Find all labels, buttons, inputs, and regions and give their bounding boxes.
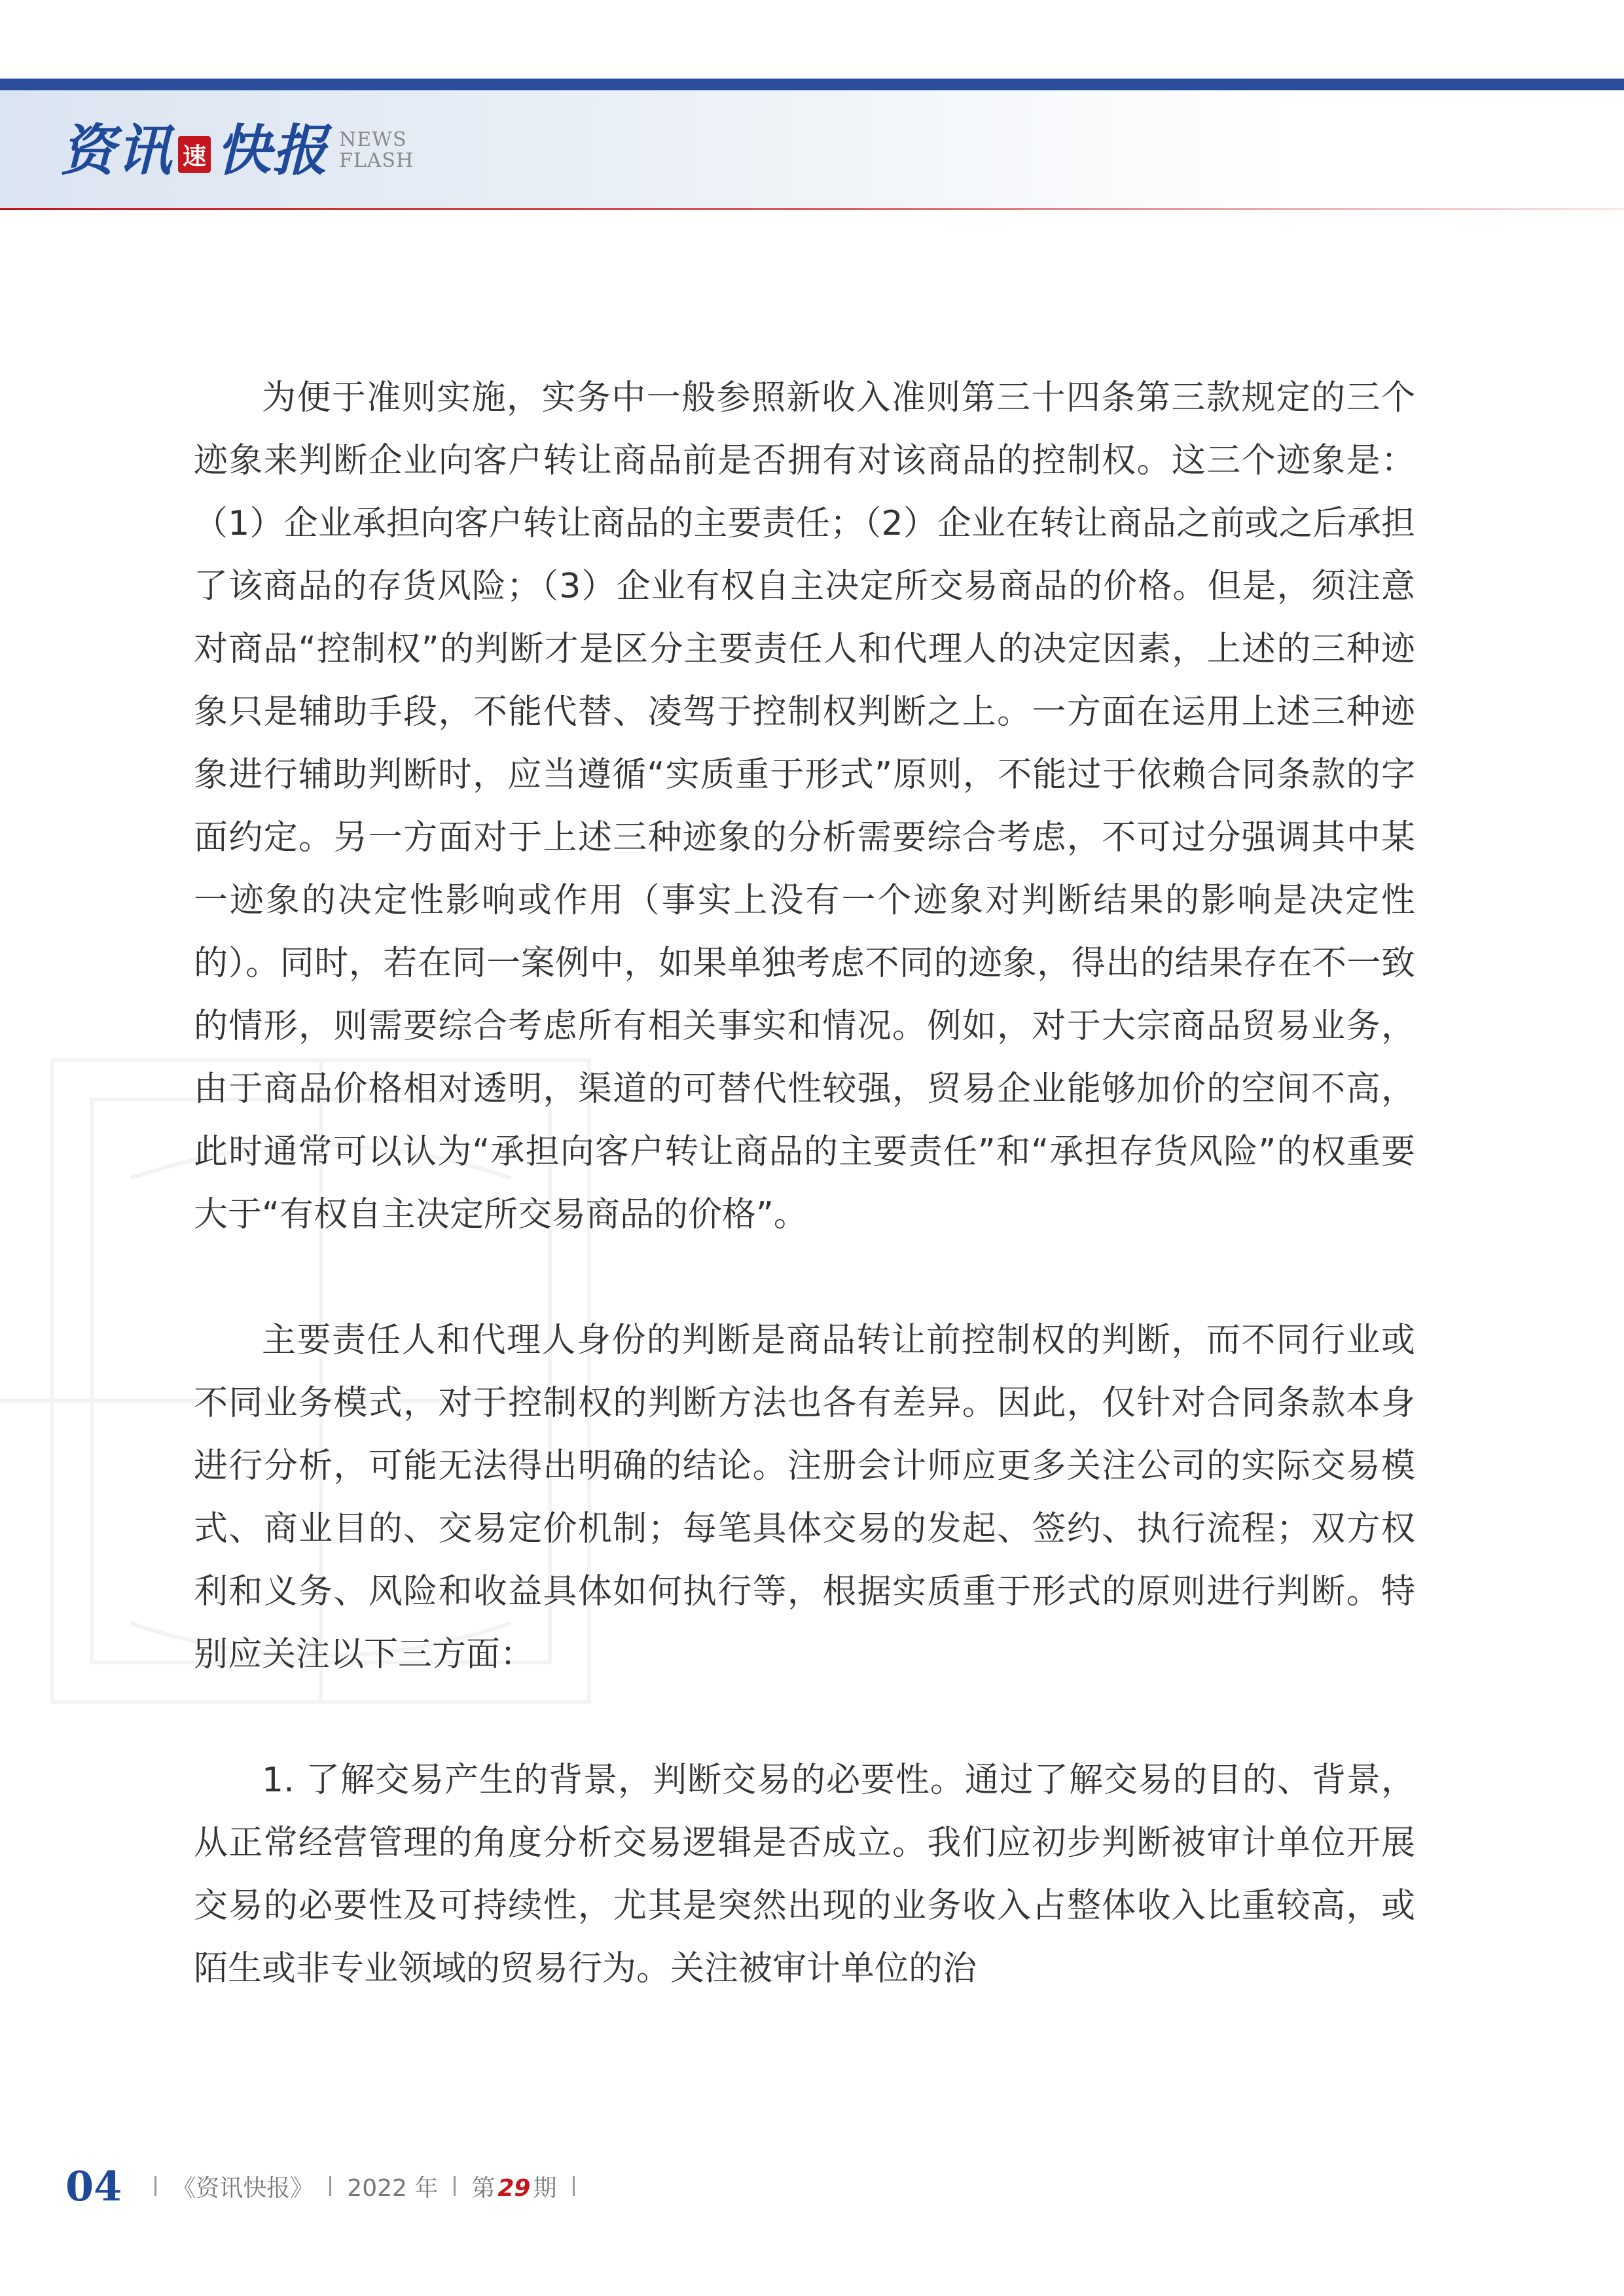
footer-issue-suffix: 期 bbox=[533, 2174, 557, 2202]
page-footer bbox=[65, 2160, 590, 2212]
masthead-logo bbox=[60, 115, 414, 187]
footer-year: 2022 年 bbox=[347, 2174, 439, 2202]
header-divider bbox=[0, 208, 1624, 210]
masthead-english bbox=[339, 130, 414, 171]
footer-separator bbox=[573, 2176, 575, 2196]
footer-issue-number: 29 bbox=[497, 2174, 531, 2202]
footer-publication: 《资讯快报》 bbox=[172, 2174, 314, 2202]
header-top-bar bbox=[0, 79, 1624, 90]
masthead-title-part2: 快报 bbox=[216, 118, 329, 183]
seal-icon: 速 bbox=[178, 136, 211, 173]
body-paragraph: 为便于准则实施，实务中一般参照新收入准则第三十四条第三款规定的三个迹象来判断企业向客户转让商品前是否拥有对该商品的控制权。这三个迹象是：（1）企业承担向客户转让商品的主要责任；（2）企业在转让商品之前或之后承担了该商品的存货风险；（3）企业有权自主决定所交易商品的价格。但是，须注意对商品“控制权”的判断才是区分主要责任人和代理人的决定因素，上述的三种迹象只是辅助手段，不能代替、凌驾于控制权判断之上。一方面在运用上述三种迹象进行辅助判断时，应当遵循“实质重于形式”原则，不能过于依赖合同条款的字面约定。另一方面对于上述三种迹象的分析需要综合考虑，不可过分强调其中某一迹象的决定性影响或作用（事实上没有一个迹象对判断结果的影响是决定性的）。同时，若在同一案例中，如果单独考虑不同的迹象，得出的结果存在不一致的情形，则需要综合考虑所有相关事实和情况。例如，对于大宗商品贸易业务，由于商品价格相对透明，渠道的可替代性较强，贸易企业能够加价的空间不高，此时通常可以认为“承担向客户转让商品的主要责任”和“承担存货风险”的权重要大于“有权自主决定所交易商品的价格”。 bbox=[194, 378, 1415, 1234]
footer-separator bbox=[329, 2176, 331, 2196]
masthead-english-line2: FLASH bbox=[339, 149, 414, 172]
body-paragraph: 主要责任人和代理人身份的判断是商品转让前控制权的判断，而不同行业或不同业务模式，对于控制权的判断方法也各有差异。因此，仅针对合同条款本身进行分析，可能无法得出明确的结论。注册会计师应更多关注公司的实际交易模式、商业目的、交易定价机制；每笔具体交易的发起、签约、执行流程；双方权利和义务、风险和收益具体如何执行等，根据实质重于形式的原则进行判断。特别应关注以下三方面： bbox=[194, 1321, 1415, 1674]
footer-issue-prefix: 第 bbox=[471, 2174, 496, 2202]
footer-issue bbox=[471, 2170, 556, 2203]
footer-separator bbox=[154, 2176, 156, 2196]
footer-separator bbox=[454, 2176, 456, 2196]
page-number: 04 bbox=[65, 2162, 122, 2210]
masthead-title-part1: 资讯 bbox=[60, 118, 173, 183]
article-body bbox=[194, 367, 1415, 2000]
masthead-english-line1: NEWS bbox=[339, 128, 407, 151]
body-paragraph: 1. 了解交易产生的背景，判断交易的必要性。通过了解交易的目的、背景，从正常经营管理的角度分析交易逻辑是否成立。我们应初步判断被审计单位开展交易的必要性及可持续性，尤其是突然出现的业务收入占整体收入比重较高，或陌生或非专业领域的贸易行为。关注被审计单位的治 bbox=[194, 1761, 1415, 1988]
